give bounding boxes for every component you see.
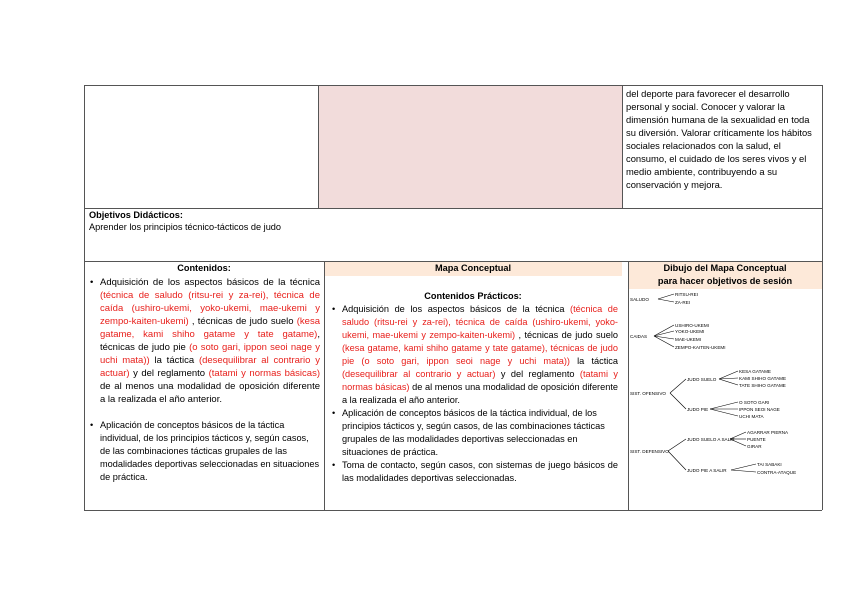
- cont-b1-r5: (tatami y normas básicas): [208, 368, 320, 379]
- mapa-b1-t2: , técnicas de judo suelo: [515, 330, 619, 340]
- node-za-rei: ZA-REI: [675, 300, 691, 305]
- mapa-bullet-3: [330, 459, 618, 485]
- table-border-left: [84, 85, 85, 510]
- top-right-text: del deporte para favorecer el desarrollo personal y social. Conocer y valorar la dimensión humana de la sexualidad en toda su diversión. Valorar críticamente los hábitos sociales relacionados con la salud, el consumo, el cuidado de los seres vivos y el medio ambiente, contribuyendo a su conservación y mejora.: [626, 88, 812, 190]
- cont-b1-t4: la táctica: [149, 355, 199, 366]
- line-salirpie-contra: [731, 470, 756, 472]
- concept-map-diagram: [628, 289, 822, 509]
- node-sist-ofensivo: SIST. OFENSIVO: [630, 391, 666, 396]
- contenidos-header: Contenidos:: [177, 263, 231, 273]
- node-judo-pie: JUDO PIE: [687, 407, 709, 412]
- dibujo-header-line2: para hacer objetivos de sesión: [657, 276, 793, 286]
- objetivos-text: Aprender los principios técnico-tácticos de judo: [89, 222, 282, 232]
- node-o-soto-gari: O SOTO GARI: [739, 400, 770, 405]
- node-ritsu-rei: RITSU-REI: [675, 292, 698, 297]
- mapa-subtitle: Contenidos Prácticos:: [424, 291, 522, 301]
- line-suelo-tate: [719, 379, 738, 385]
- node-saludo: SALUDO: [630, 297, 649, 302]
- contenidos-list: [88, 276, 320, 484]
- mapa-b1-r2: (kesa gatame, kami shiho gatame y tate gatame), técnicas de judo pie (o soto gari, ippon seoi nage y uchi mata)): [342, 343, 618, 366]
- node-uchi-mata: UCHI MATA: [739, 414, 764, 419]
- node-kesa-gatame: KESA GATAME: [739, 369, 771, 374]
- dibujo-header-line1: Dibujo del Mapa Conceptual: [663, 263, 787, 273]
- node-caidas: CAIDAS: [630, 334, 648, 339]
- line-salirpie-tai: [731, 464, 756, 470]
- table-border-col1-top: [318, 85, 319, 208]
- mapa-b1-r3: (desequilibrar al contrario y actuar): [342, 369, 496, 379]
- node-judo-suelo-a-salir: JUDO SUELO A SALIR: [687, 437, 735, 442]
- node-yoko-ukemi: YOKO-UKEMI: [675, 329, 705, 334]
- mapa-list: [330, 303, 618, 485]
- line-ofensivo-pie: [670, 393, 686, 409]
- node-sist-defensivo: SIST. DEFENSIVO: [630, 449, 669, 454]
- line-saludo-ritsu: [658, 294, 674, 299]
- cont-b1-r2: (kesa gatame, kami shiho gatame y tate gatame): [100, 316, 320, 340]
- node-puente: PUENTE: [747, 437, 766, 442]
- mapa-bullet-2: [330, 407, 618, 459]
- mapa-b3: Toma de contacto, según casos, con sistemas de juego básicos de las modalidades deportivas seleccionadas.: [342, 460, 618, 483]
- mapa-header: Mapa Conceptual: [434, 263, 512, 273]
- mapa-b2: Aplicación de conceptos básicos de la táctica individual, de los principios tácticos y, según casos, de las combinaciones tácticas grupales de las modalidades deportivas seleccionadas en situaciones de práctica.: [342, 408, 605, 457]
- line-pie-uchi: [710, 409, 738, 416]
- line-suelo-kami: [719, 378, 738, 379]
- mapa-b1-t1: Adquisición de los aspectos básicos de la técnica: [342, 304, 571, 314]
- mapa-b1-t5: de al menos una modalidad de oposición diferente a la realizada el año anterior.: [342, 382, 618, 405]
- node-judo-pie-a-salir: JUDO PIE A SALIR: [687, 468, 727, 473]
- node-agarrar-pierna: AGARRAR PIERNA: [747, 430, 789, 435]
- contenidos-bullet-2: [88, 419, 320, 484]
- node-ushiro-ukemi: USHIRO-UKEMI: [675, 323, 709, 328]
- table-border-row1: [84, 208, 822, 209]
- cont-b1-r1: (técnica de saludo (ritsu-rei y za-rei), técnica de caída (ushiro-ukemi, yoko-ukemi, mae-ukemi y zempo-kaiten-ukemi): [100, 290, 320, 327]
- cont-b1-t6: de al menos una modalidad de oposición diferente a la realizada el año anterior.: [100, 381, 320, 405]
- cont-b1-t5: y del reglamento: [129, 368, 209, 379]
- node-mae-ukemi: MAE-UKEMI: [675, 337, 702, 342]
- cont-b2: Aplicación de conceptos básicos de la táctica individual, de los principios tácticos y, según casos, de las combinaciones tácticas grupales de las modalidades deportivas seleccionadas en situaciones de práctica.: [100, 420, 320, 482]
- table-border-col2-top: [622, 85, 623, 208]
- content-table: [84, 85, 822, 510]
- pink-cell-top-middle: [318, 85, 622, 208]
- contenidos-bullet-1: [88, 276, 320, 406]
- cont-b1-r3: (o soto gari, ippon seoi nage y uchi mata)): [100, 342, 320, 366]
- line-caidas-yoko: [654, 331, 674, 336]
- node-judo-suelo: JUDO SUELO: [687, 377, 717, 382]
- line-caidas-ushiro: [654, 325, 674, 336]
- node-tai-sabaki: TAI SABAKI: [757, 462, 782, 467]
- cont-b1-r4: (desequilibrar al contrario y actuar): [100, 355, 320, 379]
- line-suelo-kesa: [719, 371, 738, 379]
- node-contra-ataque: CONTRA-ATAQUE: [757, 470, 797, 475]
- mapa-b1-t3: la táctica: [569, 356, 619, 366]
- line-defensivo-pie: [668, 451, 686, 470]
- line-saludo-za: [658, 299, 674, 302]
- table-border-top: [84, 85, 822, 86]
- table-border-bottom: [84, 510, 822, 511]
- line-ofensivo-suelo: [670, 379, 686, 393]
- node-ippon-seoi-nage: IPPON SEOI NAGE: [739, 407, 780, 412]
- node-girar: GIRAR: [747, 444, 762, 449]
- table-border-right: [822, 85, 823, 510]
- node-kami-shiho-gatame: KAMI SHIHO GATAME: [739, 376, 787, 381]
- cont-b1-t3: , técnicas de judo pie: [100, 329, 320, 353]
- node-zempo-kaiten-ukemi: ZEMPO-KAITEN-UKEMI: [675, 345, 726, 350]
- node-tate-shiho-gatame: TATE SHIHO GATAME: [739, 383, 786, 388]
- mapa-bullet-1: [330, 303, 618, 407]
- cont-b1-t1: Adquisición de los aspectos básicos de la técnica: [100, 277, 320, 288]
- objetivos-title: Objetivos Didácticos:: [89, 210, 183, 220]
- line-defensivo-suelo: [668, 439, 686, 451]
- line-pie-osoto: [710, 402, 738, 409]
- cont-b1-t2: , técnicas de judo suelo: [188, 316, 297, 327]
- mapa-b1-r1: (técnica de saludo (ritsu-rei y za-rei), técnica de caída (ushiro-ukemi, yoko-ukemi, mae-ukemi y zempo-kaiten-ukemi): [342, 304, 618, 340]
- mapa-b1-r4: (tatami y normas básicas): [342, 369, 618, 392]
- mapa-b1-t4: y del reglamento: [495, 369, 580, 379]
